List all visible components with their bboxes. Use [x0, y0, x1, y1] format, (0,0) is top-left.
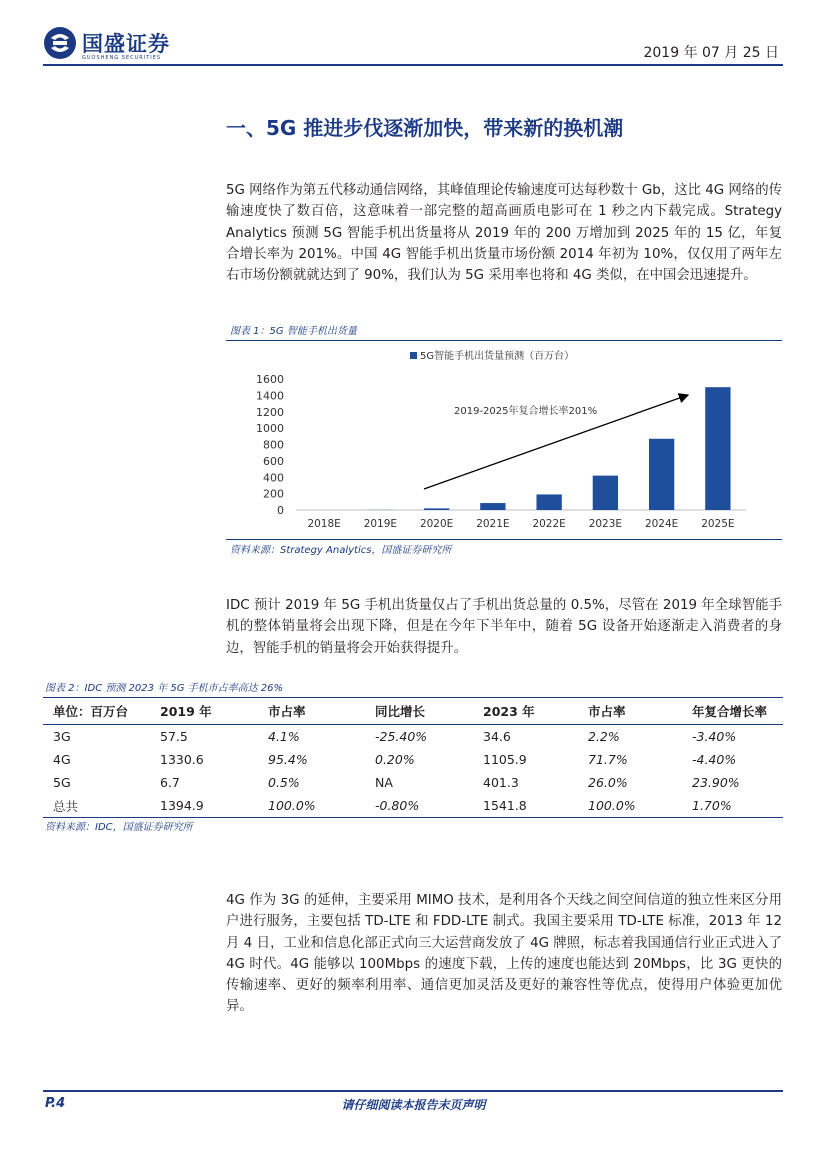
- table-row: [43, 748, 783, 771]
- table-cell: 1.70%: [682, 794, 783, 818]
- table-cell: 23.90%: [692, 775, 740, 790]
- report-date: 2019 年 07 月 25 日: [643, 45, 779, 61]
- table-header-cell: 2019 年: [150, 698, 258, 725]
- company-name-en: GUOSHENG SECURITIES: [82, 55, 162, 61]
- section-title: 一、5G 推进步伐逐渐加快，带来新的换机潮: [226, 116, 624, 140]
- legend-swatch: [410, 352, 417, 359]
- paragraph-2-text: IDC 预计 2019 年 5G 手机出货量仅占了手机出货总量的 0.5%，尽管在 2019 年全球智能手机的整体销量将会出现下降，但是在今年下半年中，随着 5G 设备开始逐渐走入消费者的身边，智能手机的销量将会开始获得提升。: [226, 598, 782, 656]
- x-tick-label: 2020E: [419, 518, 454, 530]
- table-cell: NA: [375, 775, 393, 790]
- market-share-table: [43, 697, 783, 818]
- table-cell: 401.3: [483, 775, 519, 790]
- y-tick-label: 0: [277, 504, 284, 517]
- x-tick-label: 2022E: [532, 518, 566, 530]
- x-tick-label: 2024E: [644, 518, 679, 530]
- header-divider: [43, 64, 783, 66]
- table-cell: 1105.9: [483, 752, 527, 767]
- table-cell: 6.7: [160, 775, 180, 790]
- bar-2024E: [649, 439, 674, 510]
- table-cell: 0.5%: [268, 775, 300, 790]
- table-cell: -0.80%: [365, 794, 473, 818]
- table-cell: 71.7%: [588, 752, 628, 767]
- table-cell: 总共: [43, 794, 150, 818]
- figure-1-caption: 图表 1：5G 智能手机出货量: [230, 326, 357, 337]
- company-logo-icon: [43, 26, 77, 60]
- table-header-cell: 市占率: [578, 698, 682, 725]
- page-number: P.4: [45, 1096, 66, 1111]
- table-cell: 95.4%: [268, 752, 308, 767]
- table-row: [43, 725, 783, 749]
- figure-2-table-wrap: [43, 697, 783, 818]
- table-cell: 0.20%: [375, 752, 415, 767]
- table-cell: 26.0%: [588, 775, 628, 790]
- table-header-row: [43, 698, 783, 725]
- bar-2023E: [593, 476, 618, 510]
- table-cell: 100.0%: [258, 794, 365, 818]
- x-tick-label: 2018E: [307, 518, 341, 530]
- table-cell: 1330.6: [160, 752, 204, 767]
- x-tick-label: 2021E: [476, 518, 510, 530]
- table-cell: 4.1%: [268, 729, 300, 744]
- table-cell: 2.2%: [588, 729, 620, 744]
- paragraph-1-text: 5G 网络作为第五代移动通信网络，其峰值理论传输速度可达每秒数十 Gb，这比 4G 网络的传输速度快了数百倍，这意味着一部完整的超高画质电影可在 1 秒之内下载完成。Strategy Analytics 预测 5G 智能手机出货量将从 2019 年的 200 万增加到 2025 年的 15 亿，年复合增长率为 201%。中国 4G 智能手机出货量市场份额 2014 年初为 10%，仅仅用了两年左右市场份额就就达到了 90%，我们认为 5G 采用率也将和 4G 类似，在中国会迅速提升。: [226, 183, 782, 284]
- y-tick-label: 600: [263, 454, 284, 468]
- y-tick-label: 1400: [256, 389, 284, 403]
- table-cell: 5G: [53, 775, 71, 790]
- table-header-cell: 同比增长: [365, 698, 473, 725]
- table-cell: 57.5: [160, 729, 188, 744]
- figure-2-source: 资料来源：IDC，国盛证券研究所: [45, 822, 193, 833]
- bar-chart: [226, 342, 782, 540]
- y-tick-label: 1000: [256, 422, 284, 436]
- company-name: 国盛证券: [82, 32, 170, 56]
- figure-1-top-rule: [226, 340, 782, 341]
- y-tick-label: 400: [263, 471, 284, 485]
- table-cell: 1394.9: [150, 794, 258, 818]
- bar-2020E: [424, 508, 449, 510]
- footer-divider: [43, 1090, 783, 1092]
- paragraph-1: [226, 180, 782, 286]
- table-cell: 100.0%: [578, 794, 682, 818]
- table-cell: 3G: [53, 729, 71, 744]
- table-cell: 34.6: [483, 729, 511, 744]
- table-cell: 4G: [53, 752, 71, 767]
- y-tick-label: 1600: [256, 373, 284, 386]
- table-cell: -4.40%: [692, 752, 737, 767]
- table-header-cell: 市占率: [258, 698, 365, 725]
- table-cell: -3.40%: [692, 729, 737, 744]
- y-tick-label: 800: [263, 438, 284, 452]
- table-row: [43, 794, 783, 818]
- x-tick-label: 2019E: [363, 518, 398, 530]
- bar-2022E: [536, 494, 561, 510]
- table-header-cell: 2023 年: [473, 698, 578, 725]
- figure-1-bottom-rule: [226, 539, 782, 540]
- figure-1-source: 资料来源：Strategy Analytics，国盛证券研究所: [230, 545, 452, 556]
- cagr-annotation: 2019-2025年复合增长率201%: [454, 406, 598, 417]
- table-cell: -25.40%: [375, 729, 428, 744]
- y-tick-label: 1200: [256, 405, 284, 419]
- paragraph-3: [226, 890, 782, 1018]
- footer-disclaimer: 请仔细阅读本报告末页声明: [341, 1098, 486, 1112]
- table-header-cell: 年复合增长率: [682, 698, 783, 725]
- figure-2-caption: 图表 2：IDC 预测 2023 年 5G 手机市占率高达 26%: [45, 683, 284, 694]
- x-tick-label: 2023E: [588, 518, 623, 530]
- paragraph-2: [226, 595, 782, 659]
- legend-label: 5G智能手机出货量预测（百万台）: [420, 351, 575, 362]
- table-cell: 1541.8: [473, 794, 578, 818]
- paragraph-3-text: 4G 作为 3G 的延伸，主要采用 MIMO 技术，是利用各个天线之间空间信道的独立性来区分用户进行服务，主要包括 TD-LTE 和 FDD-LTE 制式。我国主要采用 TD-LTE 标准，2013 年 12 月 4 日，工业和信息化部正式向三大运营商发放了 4G 牌照，标志着我国通信行业正式进入了 4G 时代。4G 能够以 100Mbps 的速度下载，上传的速度也能达到 20Mbps，比 3G 更快的传输速率、更好的频率利用率、通信更加灵活及更好的兼容性等优点，使得用户体验更加优异。: [226, 893, 782, 1015]
- table-row: [43, 771, 783, 794]
- bar-2025E: [705, 387, 730, 510]
- x-tick-label: 2025E: [701, 518, 735, 530]
- table-header-cell: 单位：百万台: [43, 698, 150, 725]
- y-tick-label: 200: [263, 487, 284, 501]
- bar-2021E: [480, 503, 505, 510]
